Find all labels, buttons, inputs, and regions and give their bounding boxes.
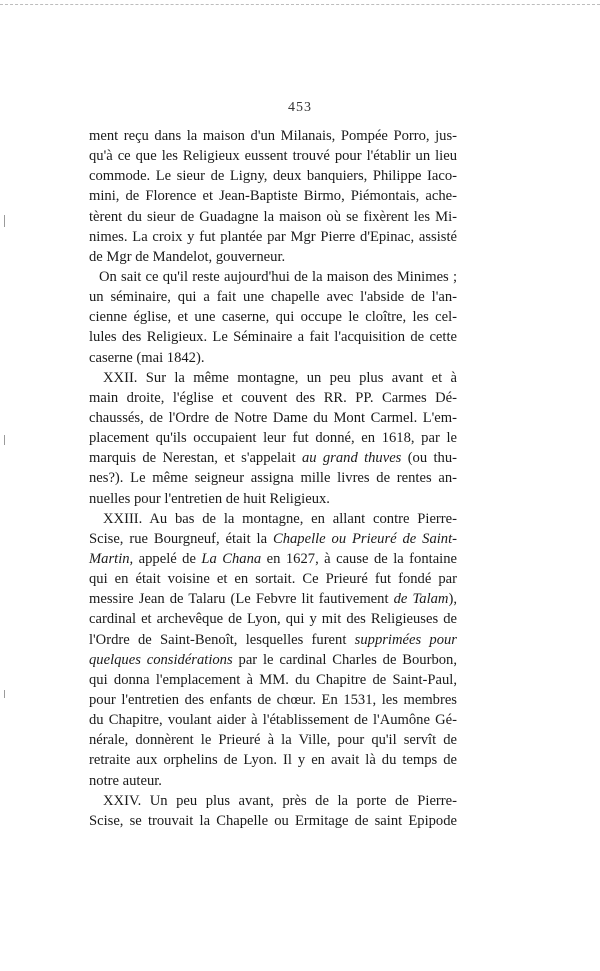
text-run: l'Ordre de Saint-Benoît, lesquelles furent xyxy=(89,631,355,648)
text-line: caserne (mai 1842). xyxy=(89,349,205,366)
text-run: en 1627, à cause de la fontaine xyxy=(261,550,457,567)
paragraph xyxy=(89,126,457,267)
italic-run: au grand thuves xyxy=(301,450,402,467)
text-line: retraite aux orphelins de Lyon. Il y en avait là du temps de xyxy=(89,752,457,769)
italic-run: quelques considérations xyxy=(89,651,233,668)
page-number: 453 xyxy=(288,100,312,115)
text-line: pour l'entretien des enfants de chœur. En 1531, les membres xyxy=(89,691,457,708)
text-line: de Mgr de Mandelot, gouverneur. xyxy=(89,248,286,265)
text-line: Scise, se trouvait la Chapelle ou Ermitage de saint Epipode xyxy=(89,812,457,829)
text-line: placement qu'ils occupaient leur fut donné, en 1618, par le xyxy=(89,430,457,447)
italic-run: Chapelle ou Prieuré de Saint- xyxy=(272,530,458,547)
text-line: chaussés, de l'Ordre de Notre Dame du Mont Carmel. L'em- xyxy=(89,409,457,426)
italic-run: supprimées pour xyxy=(354,631,457,648)
text-run: marquis de Nerestan, et s'appelait xyxy=(89,450,302,467)
text-line: qu'à ce que les Religieux eussent trouvé pour l'établir un lieu xyxy=(89,148,457,165)
text-run: messire Jean de Talaru (Le Febvre lit fautivement xyxy=(89,591,394,608)
text-line xyxy=(89,630,457,650)
text-line: XXIV. Un peu plus avant, près de la porte de Pierre- xyxy=(103,792,457,809)
text-run: appelé de xyxy=(133,550,202,567)
text-line xyxy=(89,589,457,609)
left-margin-mark xyxy=(4,215,5,227)
text-line xyxy=(89,448,457,468)
top-border-rule xyxy=(0,4,600,5)
text-line: nimes. La croix y fut plantée par Mgr Pierre d'Epinac, assisté xyxy=(89,228,457,245)
italic-run: de Talam xyxy=(393,591,449,608)
text-line: main droite, l'église et couvent des RR. PP. Carmes Dé- xyxy=(89,389,457,406)
text-line: tèrent du sieur de Guadagne la maison où se fixèrent les Mi- xyxy=(89,208,457,225)
italic-run: La Chana xyxy=(201,550,262,567)
text-line: un séminaire, qui a fait une chapelle avec l'abside de l'an- xyxy=(89,289,457,306)
text-line: XXII. Sur la même montagne, un peu plus avant et à xyxy=(103,369,457,386)
text-line: qui en était voisine et en sortait. Ce Prieuré fut fondé par xyxy=(89,571,457,588)
text-line: XXIII. Au bas de la montagne, en allant contre Pierre- xyxy=(103,510,457,527)
text-line xyxy=(89,529,457,549)
left-margin-mark xyxy=(4,690,5,698)
paragraph xyxy=(89,368,457,509)
text-line: qui donna l'emplacement à MM. du Chapitre de Saint-Paul, xyxy=(89,671,457,688)
text-line xyxy=(89,650,457,670)
left-margin-mark xyxy=(4,435,5,445)
text-run: ), xyxy=(448,591,457,608)
text-line: mini, de Florence et Jean-Baptiste Birmo, Piémontais, ache- xyxy=(89,188,457,205)
text-line: cardinal et archevêque de Lyon, qui y mit des Religieuses de xyxy=(89,611,457,628)
text-line: nérale, donnèrent le Prieuré à la Ville, pour qu'il servît de xyxy=(89,732,457,749)
text-line: On sait ce qu'il reste aujourd'hui de la maison des Minimes ; xyxy=(99,268,457,285)
text-line: du Chapitre, voulant aider à l'établissement de l'Aumône Gé- xyxy=(89,712,457,729)
body-text xyxy=(89,126,457,831)
text-line: lules des Religieux. Le Séminaire a fait l'acquisition de cette xyxy=(89,329,457,346)
text-line: commode. Le sieur de Ligny, deux banquiers, Philippe Iaco- xyxy=(89,168,457,185)
text-line: cienne église, et une caserne, qui occupe le cloître, les cel- xyxy=(89,309,457,326)
paragraph xyxy=(89,267,457,368)
paragraph xyxy=(89,509,457,791)
text-line: ment reçu dans la maison d'un Milanais, Pompée Porro, jus- xyxy=(89,128,457,144)
text-run: (ou thu- xyxy=(401,450,457,467)
text-line xyxy=(89,549,457,569)
text-line: nuelles pour l'entretien de huit Religieux. xyxy=(89,490,330,507)
paragraph xyxy=(89,791,457,831)
text-line: notre auteur. xyxy=(89,772,162,789)
text-line: nes?). Le même seigneur assigna mille livres de rentes an- xyxy=(89,470,457,487)
text-run: Scise, rue Bourgneuf, était la xyxy=(89,530,273,547)
italic-run: Martin, xyxy=(89,550,134,567)
text-run: par le cardinal Charles de Bourbon, xyxy=(232,651,457,668)
